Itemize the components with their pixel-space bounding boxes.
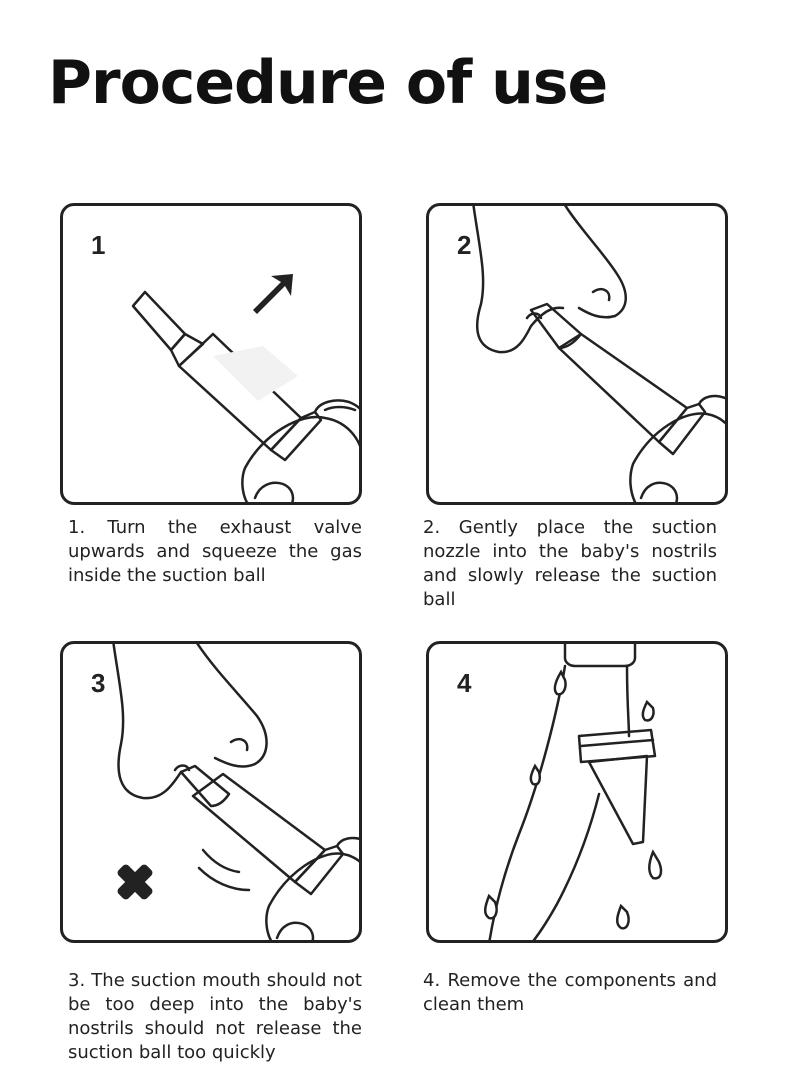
step-2-panel (426, 203, 728, 505)
step-4-number: 4 (457, 668, 472, 698)
page-title: Procedure of use (48, 48, 608, 118)
step-4-caption: 4. Remove the components and clean them (423, 970, 717, 1015)
step-3-number: 3 (91, 668, 106, 698)
step-1-number: 1 (91, 230, 106, 260)
step-1-panel (60, 203, 362, 505)
step-3-panel (60, 641, 362, 943)
step-3-caption: 3. The suction mouth should not be too deep into the baby's nostrils should not release the suction ball too quickly (68, 970, 362, 1063)
step-1-illustration (63, 206, 359, 502)
water-drop-icon (485, 672, 661, 928)
step-1-caption: 1. Turn the exhaust valve upwards and squeeze the gas inside the suction ball (68, 517, 362, 586)
cross-icon (107, 854, 164, 911)
step-4-illustration (429, 644, 725, 940)
step-3-illustration (63, 644, 359, 940)
step-2-number: 2 (457, 230, 472, 260)
step-4-panel (426, 641, 728, 943)
step-2-illustration (429, 206, 725, 502)
arrow-up-right-icon (253, 274, 293, 314)
nose-icon (473, 206, 725, 502)
step-2-caption: 2. Gently place the suction nozzle into the baby's nostrils and slowly release the suction ball (423, 517, 717, 610)
